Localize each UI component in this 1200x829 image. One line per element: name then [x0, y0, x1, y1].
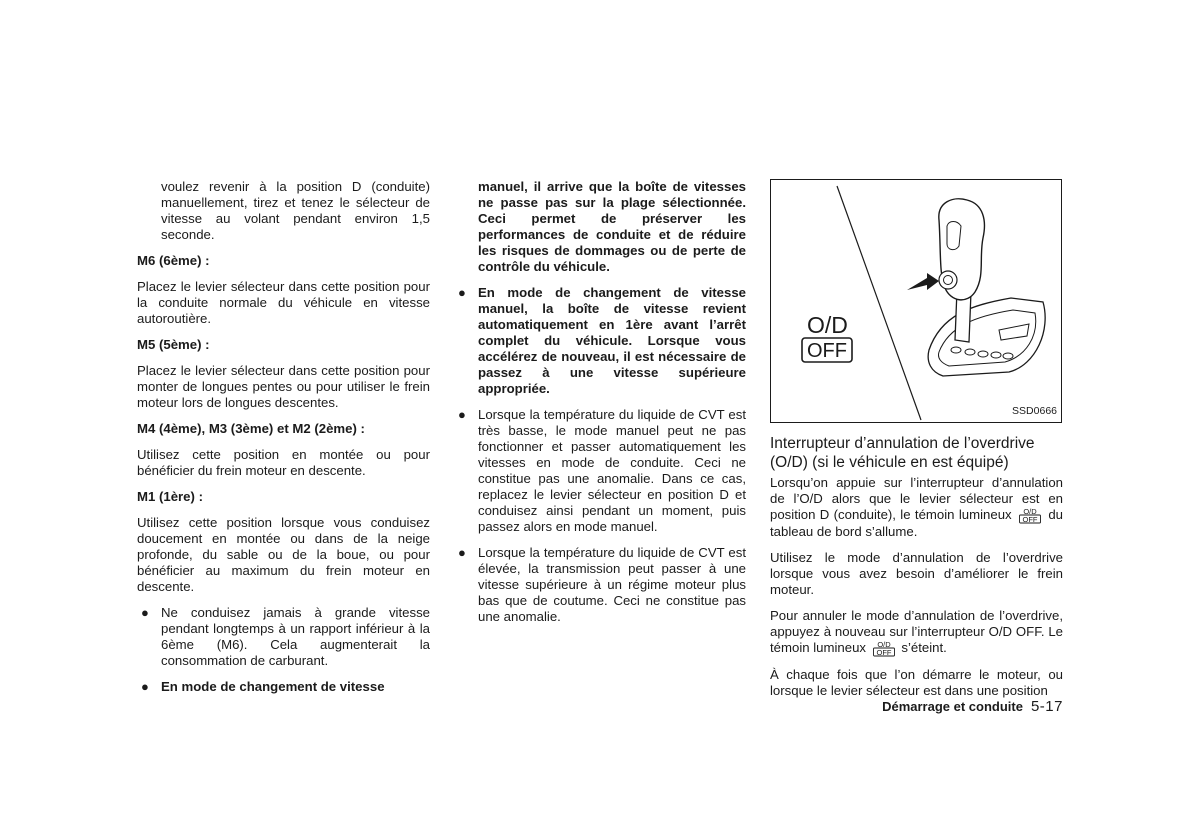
indicator-text-bottom: OFF [876, 648, 892, 658]
bullet-text: Lorsque la température du liquide de CVT est élevée, la transmission peut passer à une vitesse supérieure à un régime moteur plus bas que de coutume. Ceci ne constitue pas une anomalie. [478, 545, 746, 624]
bullet-item [137, 679, 430, 695]
paragraph-text: du tableau de bord s’allume. [770, 507, 1063, 540]
m1-heading: M1 (1ère) : [137, 489, 203, 504]
m1-paragraph: Utilisez cette position lorsque vous conduisez doucement en montée ou dans de la neige profonde, du sable ou de la boue, ou pour bénéficier au maximum du frein moteur en descente. [137, 515, 430, 594]
bullet-text: Ne conduisez jamais à grande vitesse pendant longtemps à un rapport inférieur à la 6ème (M6). Cela augmenterait la consommation de carburant. [161, 605, 430, 668]
bullet-item [137, 605, 430, 669]
overdrive-paragraph-1 [770, 475, 1063, 540]
bullet-icon: ● [141, 605, 149, 620]
continued-paragraph: manuel, il arrive que la boîte de vitesses ne passe pas sur la plage sélectionnée. Ceci permet de préserver les performances de conduite et de réduire les risques de dommages ou de perte de contrôle du véhicule. [478, 179, 746, 274]
od-off-indicator-icon [872, 640, 896, 657]
m6-paragraph: Placez le levier sélecteur dans cette position pour la conduite normale du véhicule en vitesse autoroutière. [137, 279, 430, 326]
figure-label: SSD0666 [1012, 405, 1057, 417]
bullet-icon: ● [458, 407, 466, 422]
od-label-top: O/D [807, 312, 848, 338]
page-number: 5-17 [1030, 698, 1063, 715]
overdrive-paragraph-3 [770, 608, 1063, 657]
footer-section-title: Démarrage et conduite [882, 699, 1023, 714]
intro-paragraph: voulez revenir à la position D (conduite) manuellement, tirez et tenez le sélecteur de vitesse au volant pendant environ 1,5 seconde. [161, 179, 430, 242]
column-middle [454, 179, 746, 625]
paragraph-text: Pour annuler le mode d’annulation de l’overdrive, appuyez à nouveau sur l’interrupteur O/D OFF. Le témoin lumineux [770, 608, 1063, 656]
bullet-text: En mode de changement de vitesse manuel, la boîte de vitesse revient automatiquement en 1ère avant l’arrêt complet du véhicule. Lorsque vous accélérez de nouveau, il est nécessaire de passez à une vitesse supérieure appropriée. [478, 285, 746, 396]
indicator-text-top: O/D [1023, 507, 1037, 517]
column-left [137, 179, 430, 695]
od-label-bottom: OFF [807, 340, 847, 362]
m4-paragraph: Utilisez cette position en montée ou pour bénéficier du frein moteur en descente. [137, 447, 430, 478]
bullet-item [454, 285, 746, 397]
indicator-text-top: O/D [877, 640, 891, 650]
section-subtitle: Interrupteur d’annulation de l’overdrive (O/D) (si le véhicule en est équipé) [770, 435, 1035, 471]
overdrive-paragraph-4: À chaque fois que l’on démarre le moteur, ou lorsque le levier sélecteur est dans une position [770, 667, 1063, 699]
paragraph-text: s’éteint. [901, 640, 947, 656]
m5-heading: M5 (5ème) : [137, 337, 210, 352]
paragraph-text: Lorsqu’on appuie sur l’interrupteur d’annulation de l’O/D alors que le levier sélecteur est en position D (conduite), le témoin lumineux [770, 475, 1063, 522]
gear-shifter-figure [770, 179, 1062, 423]
m4-heading: M4 (4ème), M3 (3ème) et M2 (2ème) : [137, 421, 365, 436]
bullet-item [454, 545, 746, 625]
gear-shifter-illustration [771, 180, 1063, 424]
bullet-text: En mode de changement de vitesse [161, 679, 385, 694]
bullet-text: Lorsque la température du liquide de CVT est très basse, le mode manuel peut ne pas fonctionner et passer automatiquement les vitesses en mode de conduite. Ceci ne constitue pas une anomalie. Dans ce cas, replacez le levier sélecteur en position D et conduisez ainsi pendant un moment, puis passez alors en mode manuel. [478, 407, 746, 534]
bullet-item [454, 407, 746, 535]
overdrive-paragraph-2: Utilisez le mode d’annulation de l’overdrive lorsque vous avez besoin d’améliorer le frein moteur. [770, 550, 1063, 598]
m6-heading: M6 (6ème) : [137, 253, 210, 268]
bullet-icon: ● [458, 285, 466, 300]
page-footer [820, 698, 1063, 715]
column-right [770, 179, 1063, 699]
m5-paragraph: Placez le levier sélecteur dans cette position pour monter de longues pentes ou pour utiliser le frein moteur lors de longues descentes. [137, 363, 430, 410]
bullet-icon: ● [458, 545, 466, 560]
od-off-indicator-icon [1018, 507, 1042, 524]
bullet-icon: ● [141, 679, 149, 694]
indicator-text-bottom: OFF [1022, 515, 1038, 525]
